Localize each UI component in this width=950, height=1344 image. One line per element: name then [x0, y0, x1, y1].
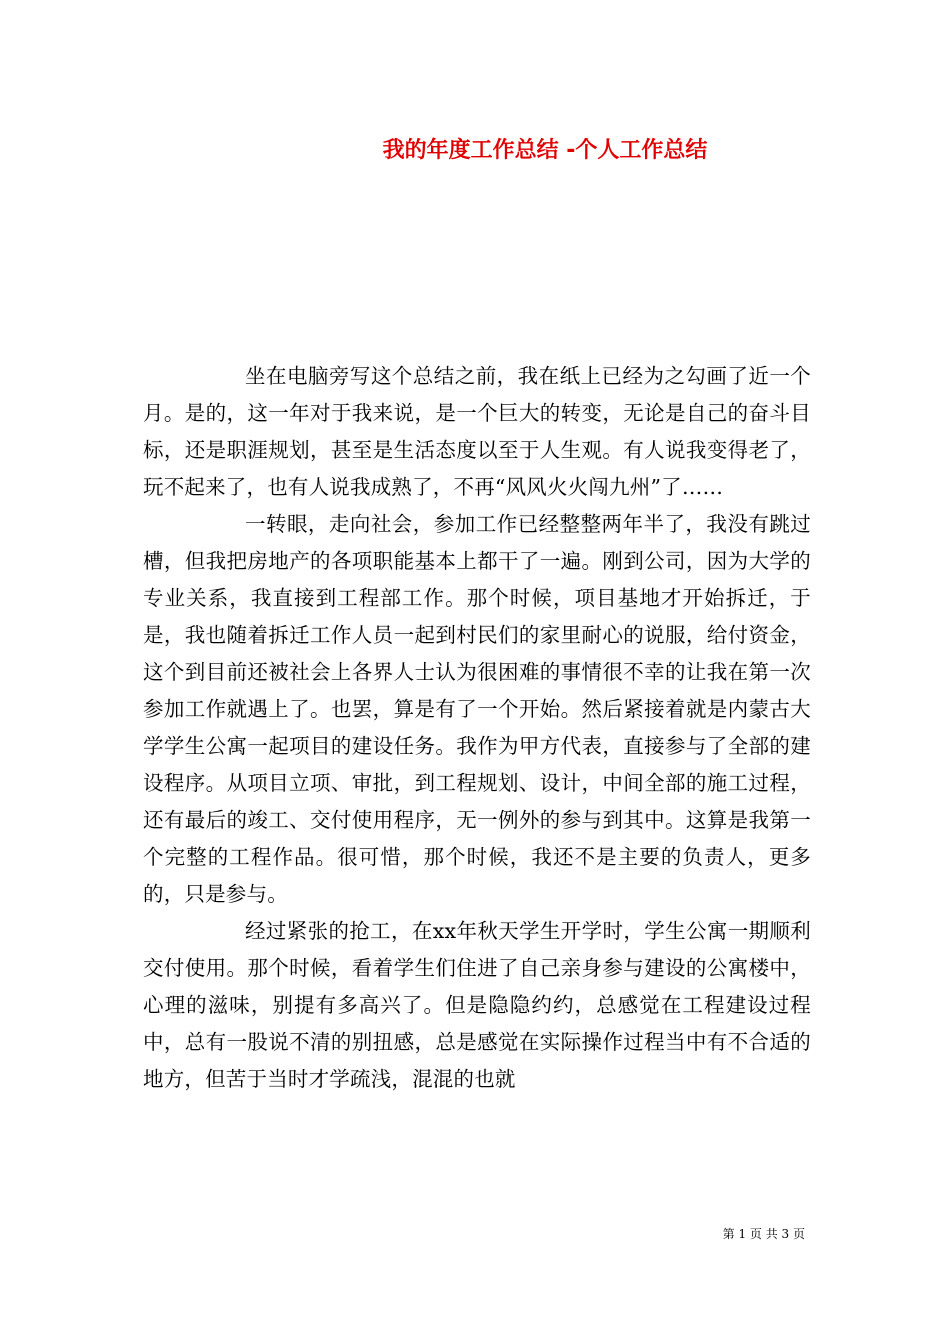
- document-body: [143, 358, 811, 1098]
- paragraph: 一转眼，走向社会，参加工作已经整整两年半了，我没有跳过槽，但我把房地产的各项职能基本上都干了一遍。刚到公司，因为大学的专业关系，我直接到工程部工作。那个时候，项目基地才开始拆迁，于是，我也随着拆迁工作人员一起到村民们的家里耐心的说服，给付资金，这个到目前还被社会上各界人士认为很困难的事情很不幸的让我在第一次参加工作就遇上了。也罢，算是有了一个开始。然后紧接着就是内蒙古大学学生公寓一起项目的建设任务。我作为甲方代表，直接参与了全部的建设程序。从项目立项、审批，到工程规划、设计，中间全部的施工过程，还有最后的竣工、交付使用程序，无一例外的参与到其中。这算是我第一个完整的工程作品。很可惜，那个时候，我还不是主要的负责人，更多的，只是参与。: [143, 512, 811, 906]
- paragraph: 坐在电脑旁写这个总结之前，我在纸上已经为之勾画了近一个月。是的，这一年对于我来说，是一个巨大的转变，无论是自己的奋斗目标，还是职涯规划，甚至是生活态度以至于人生观。有人说我变得老了，玩不起来了，也有人说我成熟了，不再“风风火火闯九州”了……: [143, 364, 811, 499]
- page-number-footer: 第 1 页 共 3 页: [722, 1227, 805, 1241]
- document-title: 我的年度工作总结 -个人工作总结: [382, 138, 708, 163]
- paragraph: 经过紧张的抢工，在xx年秋天学生开学时，学生公寓一期顺利交付使用。那个时候，看着学生们住进了自己亲身参与建设的公寓楼中，心理的滋味，别提有多高兴了。但是隐隐约约，总感觉在工程建设过程中，总有一股说不清的别扭感，总是感觉在实际操作过程当中有不合适的地方，但苦于当时才学疏浅，混混的也就: [143, 919, 811, 1091]
